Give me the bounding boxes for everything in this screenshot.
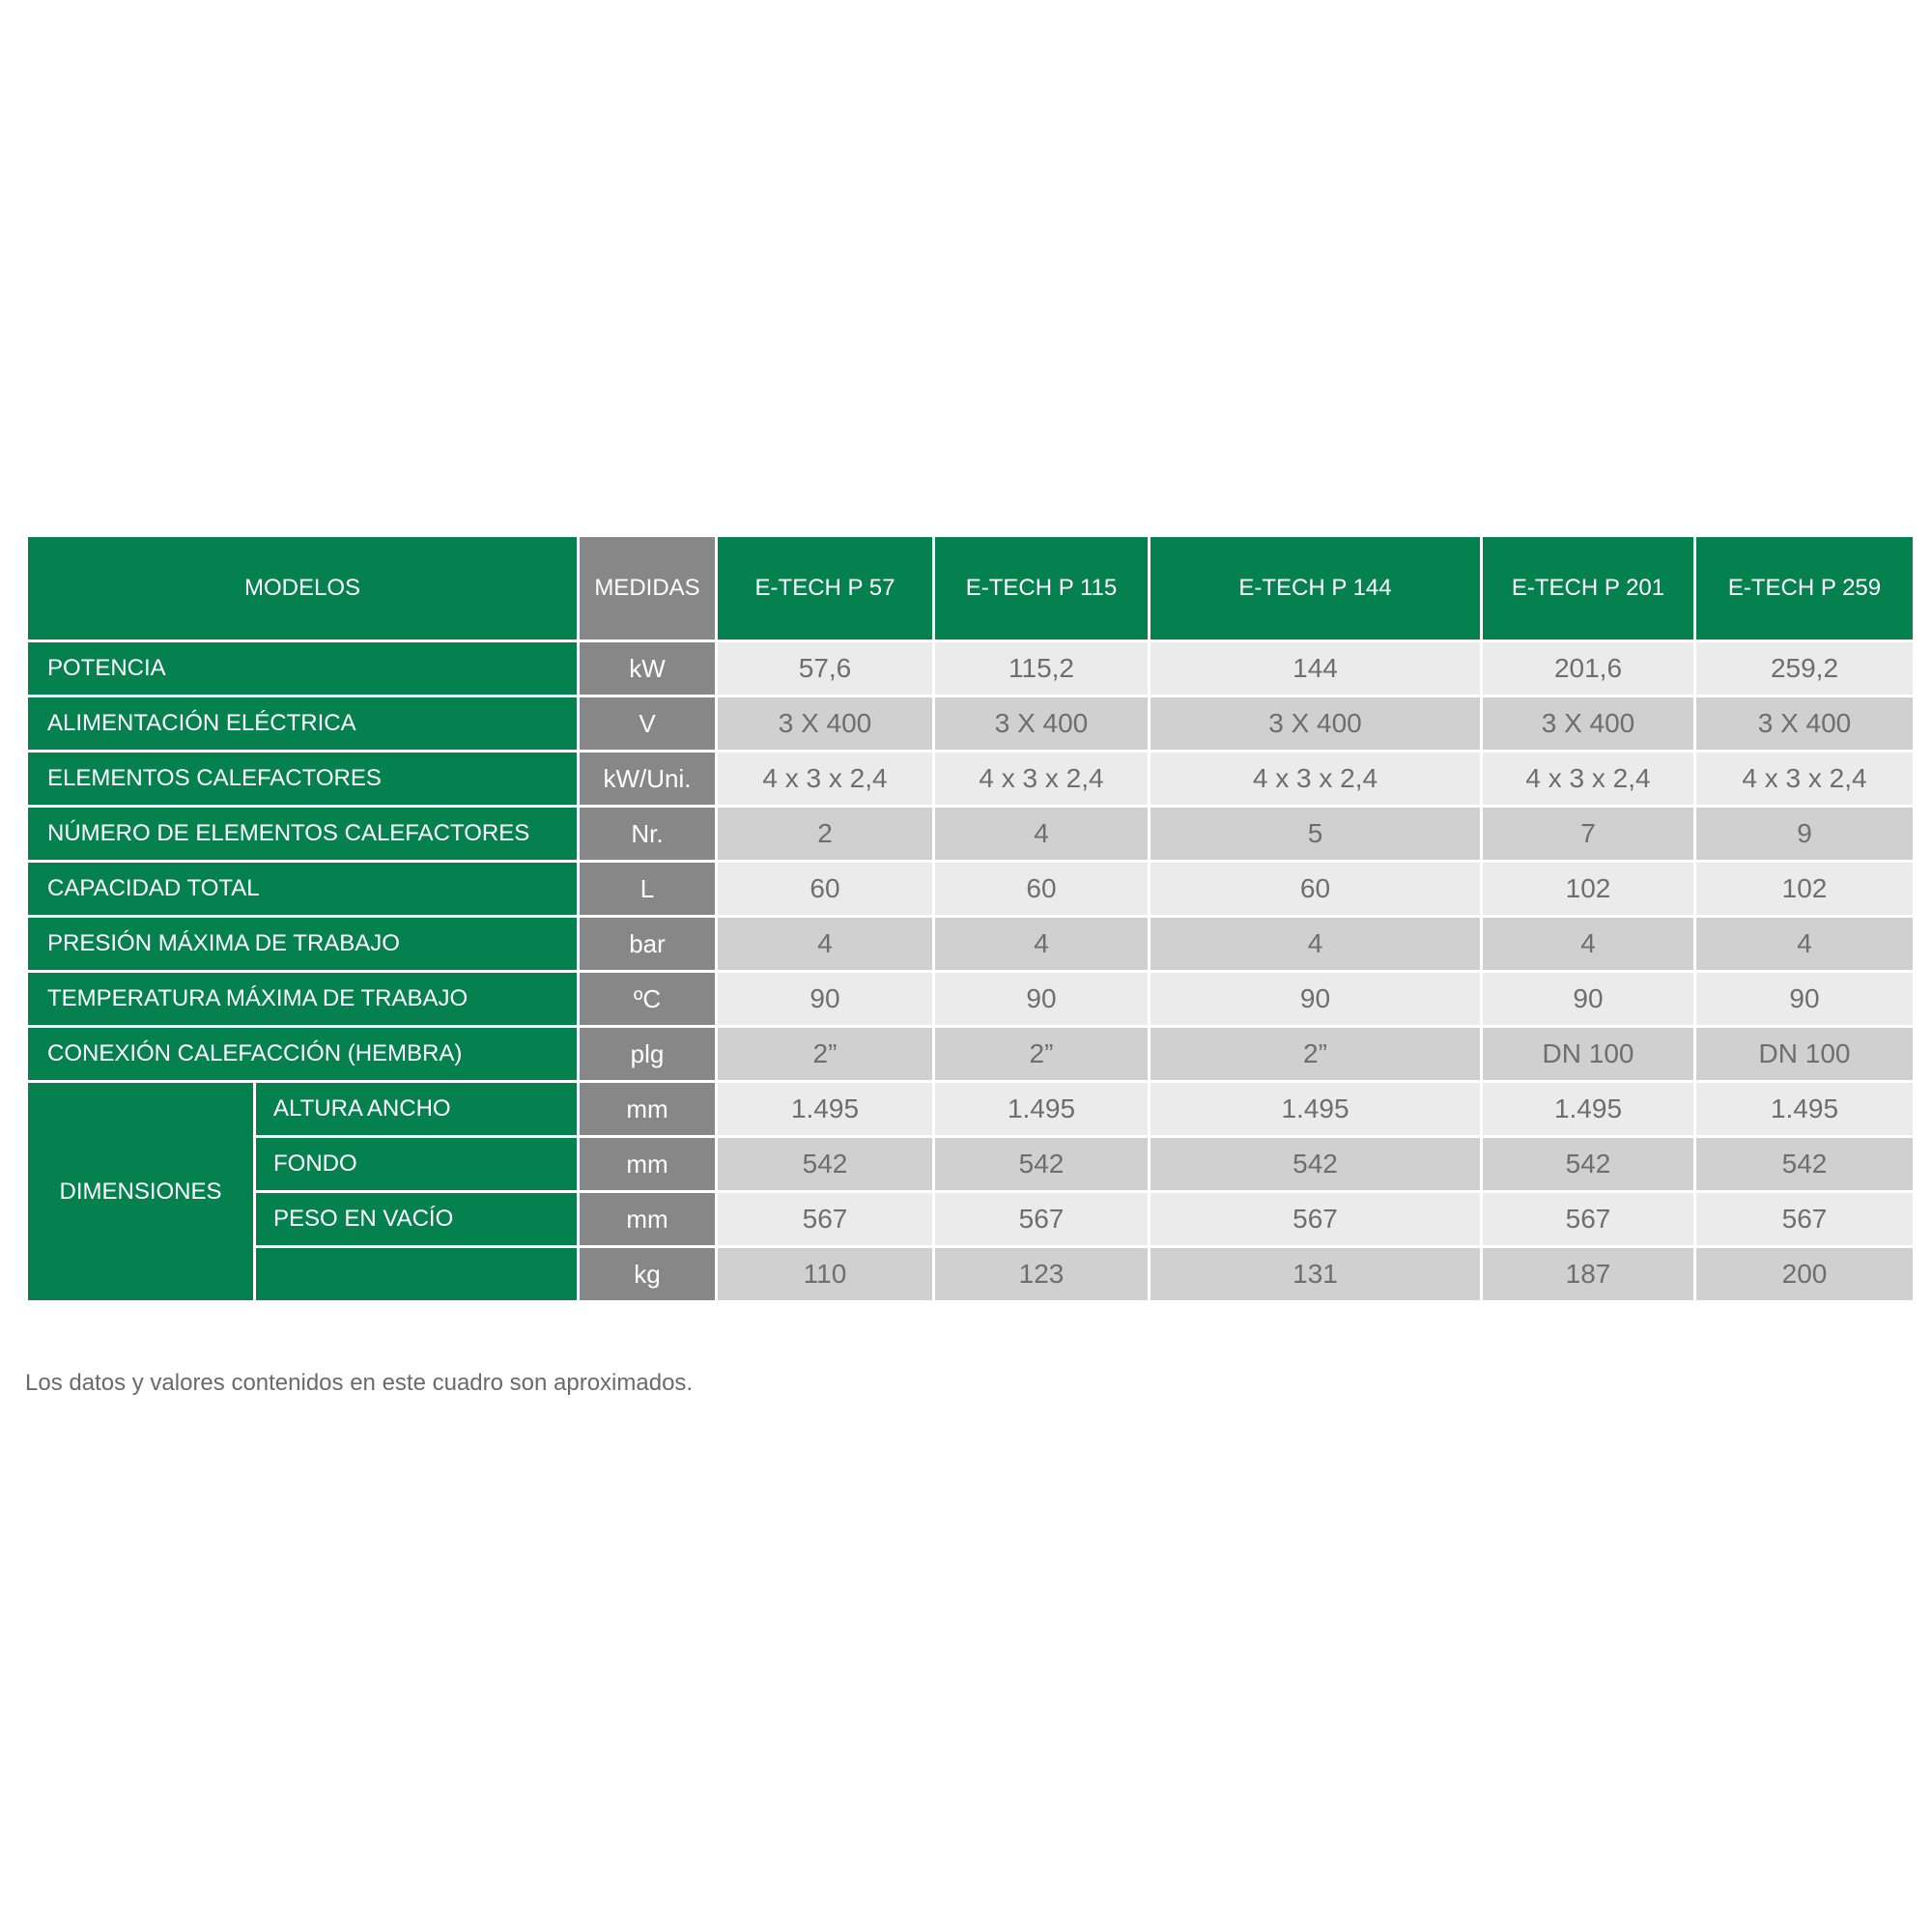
model-header: E-TECH P 259 [1695, 536, 1915, 641]
row-label: TEMPERATURA MÁXIMA DE TRABAJO [27, 972, 579, 1027]
value-cell: 1.495 [1482, 1082, 1695, 1137]
row-label: CONEXIÓN CALEFACCIÓN (HEMBRA) [27, 1027, 579, 1082]
dimension-row [27, 1137, 1915, 1192]
value-cell: 4 x 3 x 2,4 [717, 752, 934, 807]
value-cell: 3 X 400 [717, 696, 934, 752]
value-cell: 2” [717, 1027, 934, 1082]
unit-cell: mm [579, 1192, 717, 1247]
row-label: CAPACIDAD TOTAL [27, 862, 579, 917]
value-cell: 542 [934, 1137, 1150, 1192]
modelos-header: MODELOS [27, 536, 579, 641]
model-header: E-TECH P 57 [717, 536, 934, 641]
row-label: ELEMENTOS CALEFACTORES [27, 752, 579, 807]
dimension-row [27, 1192, 1915, 1247]
value-cell: 1.495 [717, 1082, 934, 1137]
dimension-sub-label: PESO EN VACÍO [255, 1192, 579, 1247]
value-cell: DN 100 [1695, 1027, 1915, 1082]
value-cell: 90 [1695, 972, 1915, 1027]
value-cell: 3 X 400 [934, 696, 1150, 752]
table-row [27, 752, 1915, 807]
table-row [27, 696, 1915, 752]
value-cell: 90 [1482, 972, 1695, 1027]
value-cell: 567 [1150, 1192, 1482, 1247]
value-cell: 57,6 [717, 641, 934, 696]
value-cell: 200 [1695, 1247, 1915, 1302]
value-cell: 3 X 400 [1695, 696, 1915, 752]
value-cell: 4 [1150, 917, 1482, 972]
value-cell: 3 X 400 [1150, 696, 1482, 752]
table-row [27, 862, 1915, 917]
unit-cell: mm [579, 1137, 717, 1192]
value-cell: 60 [717, 862, 934, 917]
value-cell: 4 [717, 917, 934, 972]
row-label: PRESIÓN MÁXIMA DE TRABAJO [27, 917, 579, 972]
value-cell: 2 [717, 807, 934, 862]
row-label: NÚMERO DE ELEMENTOS CALEFACTORES [27, 807, 579, 862]
value-cell: 567 [1482, 1192, 1695, 1247]
unit-cell: plg [579, 1027, 717, 1082]
value-cell: 7 [1482, 807, 1695, 862]
table-row [27, 807, 1915, 862]
value-cell: 4 [934, 917, 1150, 972]
value-cell: 567 [1695, 1192, 1915, 1247]
value-cell: 4 x 3 x 2,4 [1482, 752, 1695, 807]
value-cell: 123 [934, 1247, 1150, 1302]
unit-cell: mm [579, 1082, 717, 1137]
value-cell: 9 [1695, 807, 1915, 862]
value-cell: 4 [1482, 917, 1695, 972]
row-label: POTENCIA [27, 641, 579, 696]
unit-cell: Nr. [579, 807, 717, 862]
value-cell: 90 [934, 972, 1150, 1027]
table-row [27, 917, 1915, 972]
value-cell: 567 [934, 1192, 1150, 1247]
model-header: E-TECH P 144 [1150, 536, 1482, 641]
table-row [27, 641, 1915, 696]
value-cell: 1.495 [1695, 1082, 1915, 1137]
value-cell: 90 [717, 972, 934, 1027]
value-cell: 90 [1150, 972, 1482, 1027]
unit-cell: L [579, 862, 717, 917]
unit-cell: V [579, 696, 717, 752]
specifications-table [25, 534, 1916, 1303]
value-cell: 1.495 [1150, 1082, 1482, 1137]
value-cell: 4 [934, 807, 1150, 862]
value-cell: 110 [717, 1247, 934, 1302]
value-cell: 542 [1695, 1137, 1915, 1192]
header-row [27, 536, 1915, 641]
model-header: E-TECH P 115 [934, 536, 1150, 641]
unit-cell: kg [579, 1247, 717, 1302]
model-header: E-TECH P 201 [1482, 536, 1695, 641]
table-row [27, 1027, 1915, 1082]
value-cell: 2” [934, 1027, 1150, 1082]
value-cell: 4 x 3 x 2,4 [934, 752, 1150, 807]
value-cell: 542 [717, 1137, 934, 1192]
row-label: ALIMENTACIÓN ELÉCTRICA [27, 696, 579, 752]
value-cell: 259,2 [1695, 641, 1915, 696]
value-cell: 4 [1695, 917, 1915, 972]
value-cell: 115,2 [934, 641, 1150, 696]
medidas-header: MEDIDAS [579, 536, 717, 641]
dimension-row [27, 1247, 1915, 1302]
value-cell: 60 [1150, 862, 1482, 917]
value-cell: 144 [1150, 641, 1482, 696]
dimensions-label: DIMENSIONES [27, 1082, 255, 1302]
value-cell: 542 [1482, 1137, 1695, 1192]
value-cell: 567 [717, 1192, 934, 1247]
unit-cell: kW/Uni. [579, 752, 717, 807]
value-cell: 4 x 3 x 2,4 [1150, 752, 1482, 807]
value-cell: 4 x 3 x 2,4 [1695, 752, 1915, 807]
unit-cell: ºC [579, 972, 717, 1027]
value-cell: 102 [1695, 862, 1915, 917]
dimension-sub-label: FONDO [255, 1137, 579, 1192]
value-cell: 542 [1150, 1137, 1482, 1192]
value-cell: 1.495 [934, 1082, 1150, 1137]
value-cell: 2” [1150, 1027, 1482, 1082]
value-cell: DN 100 [1482, 1027, 1695, 1082]
value-cell: 3 X 400 [1482, 696, 1695, 752]
dimension-sub-label [255, 1247, 579, 1302]
value-cell: 187 [1482, 1247, 1695, 1302]
value-cell: 131 [1150, 1247, 1482, 1302]
unit-cell: kW [579, 641, 717, 696]
table-row [27, 972, 1915, 1027]
footnote: Los datos y valores contenidos en este cuadro son aproximados. [25, 1370, 694, 1396]
value-cell: 201,6 [1482, 641, 1695, 696]
dimension-row [27, 1082, 1915, 1137]
value-cell: 60 [934, 862, 1150, 917]
unit-cell: bar [579, 917, 717, 972]
dimension-sub-label: ALTURA ANCHO [255, 1082, 579, 1137]
value-cell: 5 [1150, 807, 1482, 862]
value-cell: 102 [1482, 862, 1695, 917]
